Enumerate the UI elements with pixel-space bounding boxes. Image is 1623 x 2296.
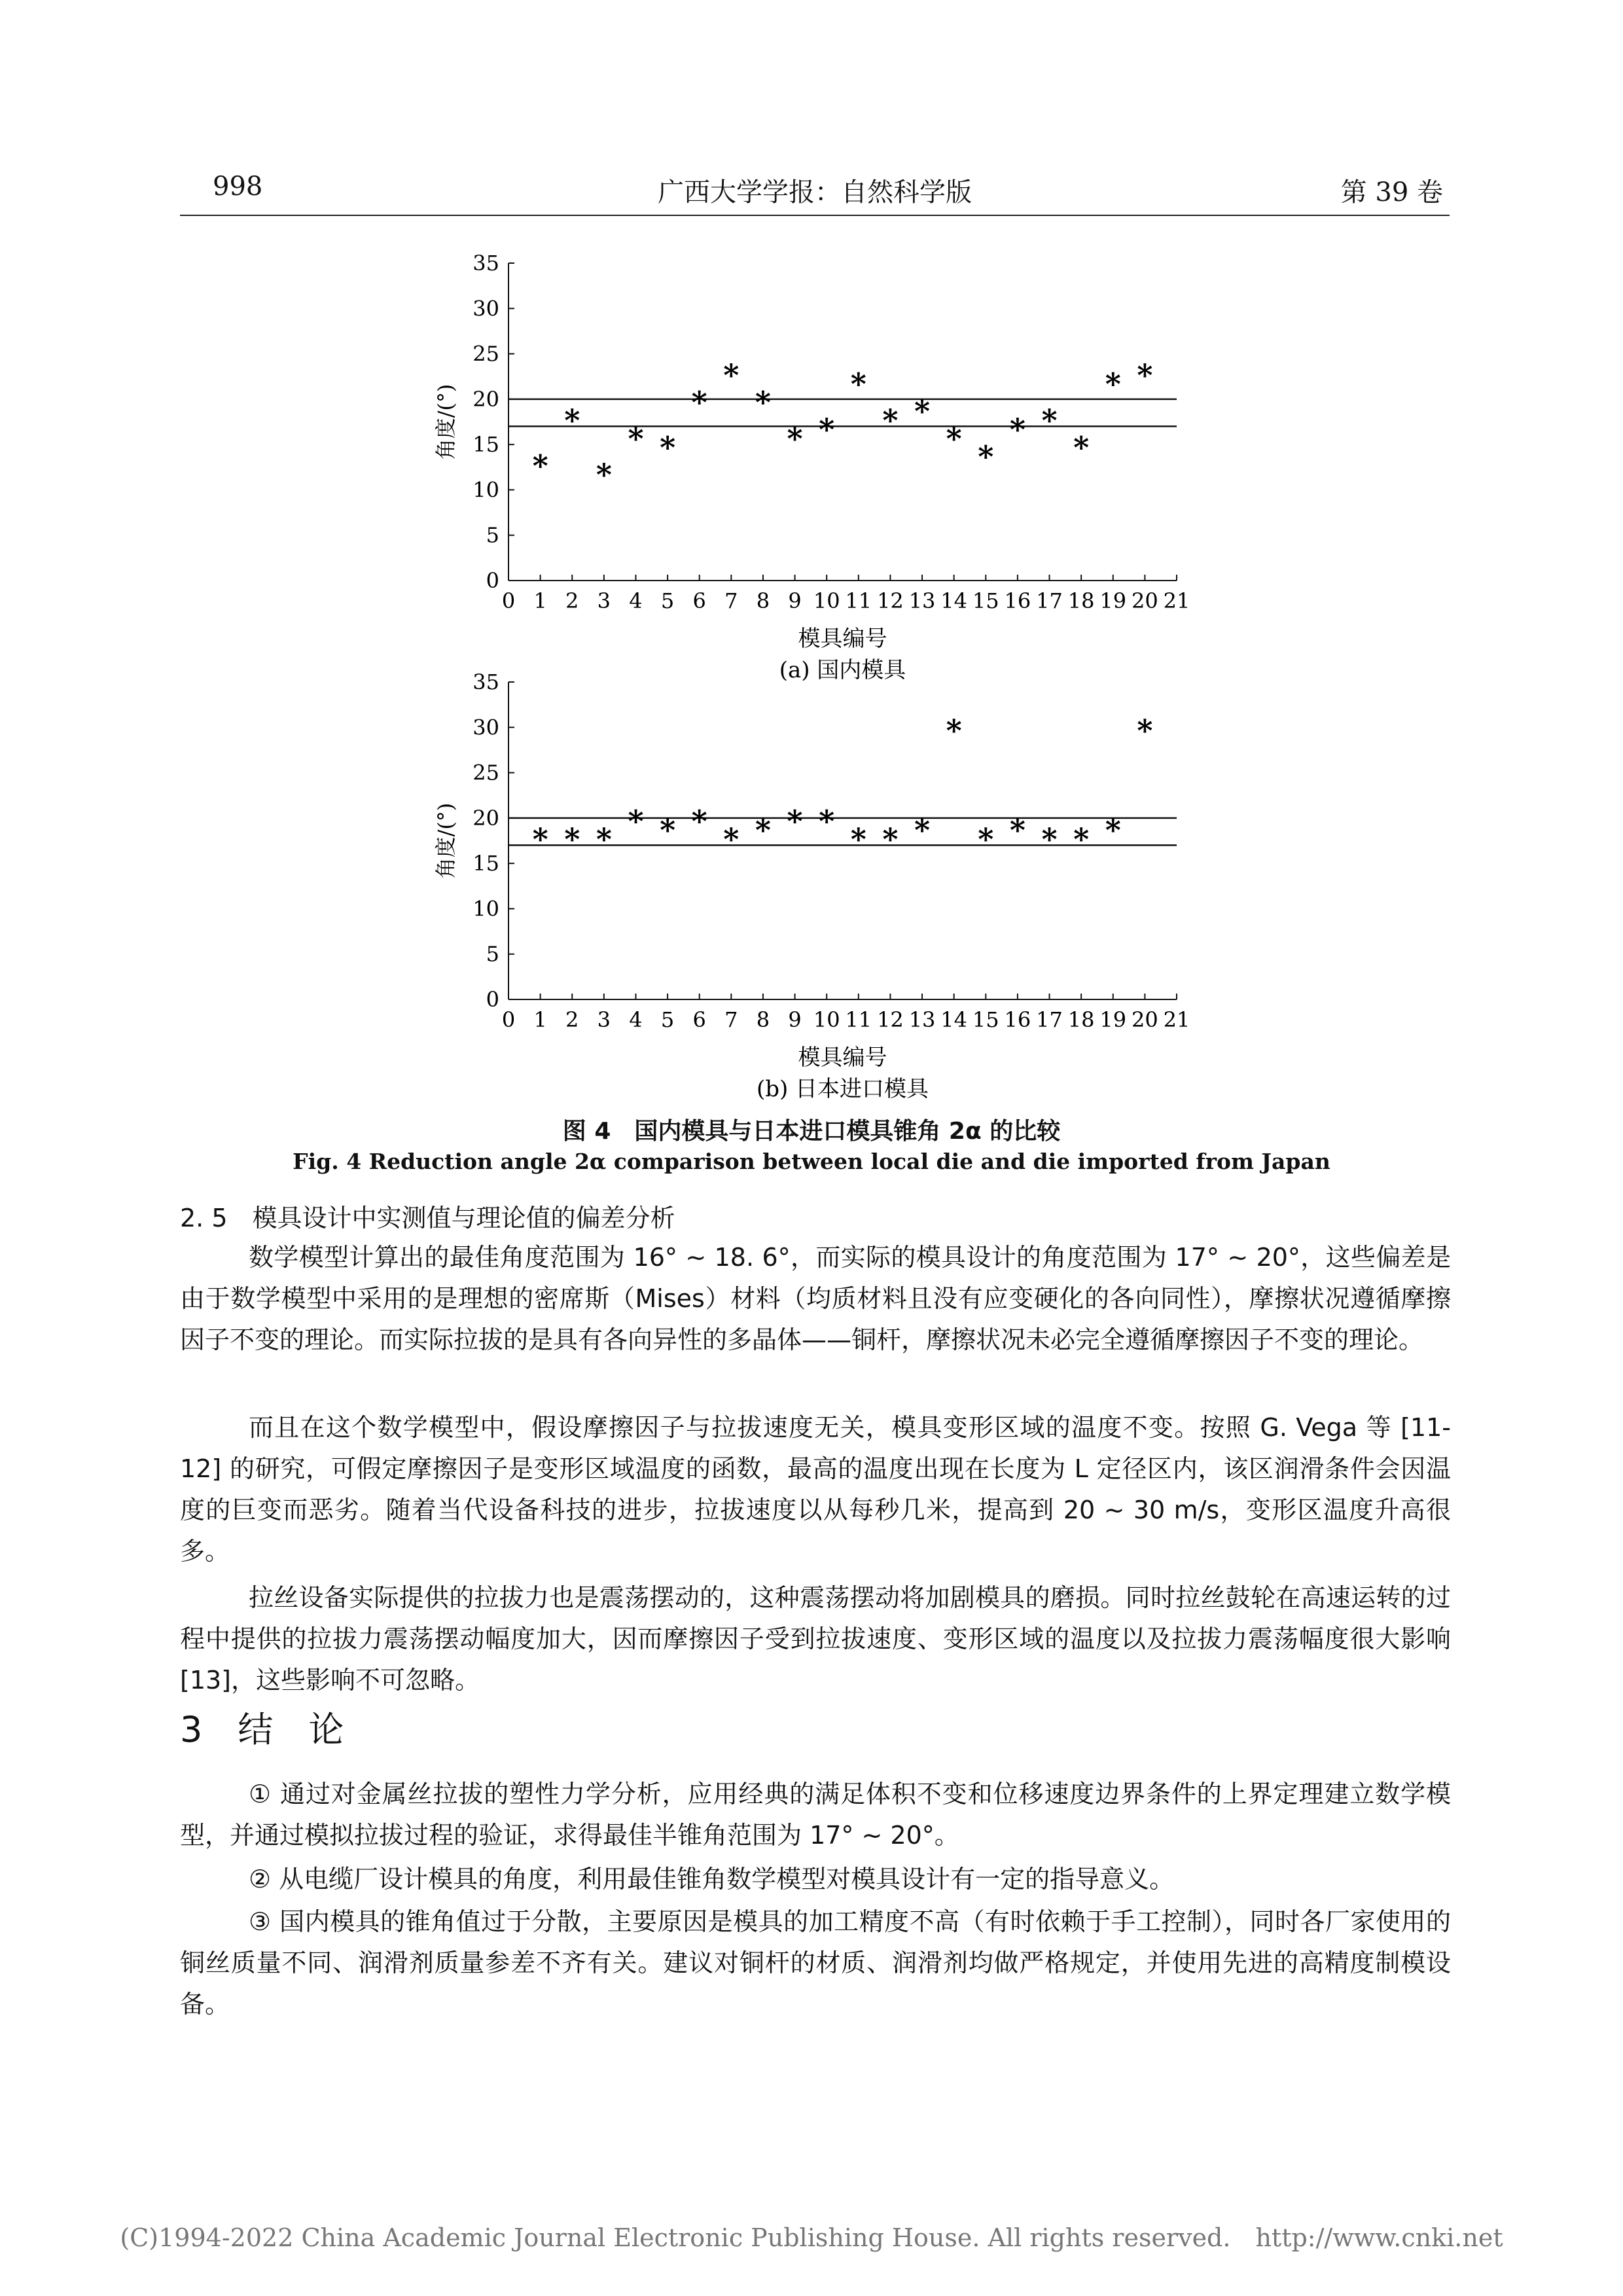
- y-tick-label: 30: [473, 715, 499, 740]
- journal-title: 广西大学学报：自然科学版: [658, 177, 972, 207]
- x-tick-label: 10: [813, 588, 840, 613]
- figure-caption-zh: 图 4 国内模具与日本进口模具锥角 2α 的比较: [562, 1118, 1061, 1145]
- data-point: *: [787, 803, 803, 839]
- x-tick-label: 6: [692, 1007, 706, 1032]
- x-tick-label: 3: [597, 1007, 611, 1032]
- x-tick-label: 7: [724, 588, 738, 613]
- x-tick-label: 4: [629, 1007, 643, 1032]
- x-tick-label: 17: [1036, 1007, 1063, 1032]
- x-tick-label: 3: [597, 588, 611, 613]
- x-tick-label: 14: [940, 1007, 968, 1032]
- x-tick-label: 16: [1004, 1007, 1031, 1032]
- data-point: *: [882, 821, 899, 857]
- y-axis-label: 角度/(°): [433, 384, 458, 460]
- x-tick-label: 15: [972, 1007, 999, 1032]
- x-tick-label: 9: [788, 1007, 802, 1032]
- x-tick-label: 2: [565, 1007, 579, 1032]
- x-tick-label: 19: [1099, 588, 1127, 613]
- data-point: *: [755, 812, 771, 848]
- page-header: [180, 169, 1450, 216]
- section-2-5-title: 2. 5 模具设计中实测值与理论值的偏差分析: [180, 1204, 675, 1232]
- data-point: *: [946, 421, 962, 457]
- x-tick-label: 18: [1067, 588, 1095, 613]
- data-point: *: [819, 412, 835, 448]
- y-tick-label: 10: [473, 896, 499, 922]
- y-tick-label: 25: [473, 760, 499, 785]
- y-tick-label: 20: [473, 386, 499, 412]
- data-point: *: [882, 403, 899, 439]
- y-tick-label: 5: [486, 522, 499, 548]
- chart-subtitle: (b) 日本进口模具: [756, 1076, 929, 1102]
- data-point: *: [1009, 412, 1026, 448]
- x-tick-label: 16: [1004, 588, 1031, 613]
- y-tick-label: 25: [473, 341, 499, 367]
- chart-b-svg: [419, 668, 1204, 1106]
- data-point: *: [596, 457, 612, 493]
- y-tick-label: 35: [473, 251, 499, 276]
- x-tick-label: 15: [972, 588, 999, 613]
- x-tick-label: 17: [1036, 588, 1063, 613]
- section-3-title: 3 结 论: [180, 1709, 344, 1750]
- x-tick-label: 2: [565, 588, 579, 613]
- paragraph-3: 拉丝设备实际提供的拉拔力也是震荡摆动的，这种震荡摆动将加剧模具的磨损。同时拉丝鼓轮在高速运转的过程中提供的拉拔力震荡摆动幅度加大，因而摩擦因子受到拉拔速度、变形区域的温度以及拉拔力震荡幅度很大影响 [13]，这些影响不可忽略。: [180, 1583, 1451, 1695]
- x-tick-label: 13: [908, 588, 936, 613]
- x-tick-label: 5: [660, 1007, 675, 1032]
- y-axis-label: 角度/(°): [433, 802, 458, 879]
- x-tick-label: 8: [756, 1007, 770, 1032]
- data-point: *: [564, 403, 580, 439]
- x-axis-label: 模具编号: [798, 1045, 887, 1071]
- data-point: *: [978, 821, 994, 857]
- y-tick-label: 5: [486, 941, 499, 967]
- data-point: *: [596, 821, 612, 857]
- x-tick-label: 21: [1163, 588, 1190, 613]
- x-tick-label: 14: [940, 588, 968, 613]
- chart-domestic-dies: [419, 249, 1204, 681]
- chart-japan-dies: [419, 668, 1204, 1106]
- x-tick-label: 20: [1132, 588, 1158, 613]
- chart-subtitle: (a) 国内模具: [779, 657, 906, 681]
- data-point: *: [1041, 403, 1058, 439]
- data-point: *: [1041, 821, 1058, 857]
- paragraph-1: 数学模型计算出的最佳角度范围为 16° ~ 18. 6°，而实际的模具设计的角度范围为 17° ~ 20°，这些偏差是由于数学模型中采用的是理想的密席斯（Mises）材料（均质材料且没有应变硬化的各向同性），摩擦状况遵循摩擦因子不变的理论。而实际拉拔的是具有各向异性的多晶体——铜杆，摩擦状况未必完全遵循摩擦因子不变的理论。: [180, 1243, 1451, 1354]
- x-tick-label: 20: [1132, 1007, 1158, 1032]
- figure-caption-en: Fig. 4 Reduction angle 2α comparison between local die and die imported from Japan: [293, 1149, 1330, 1174]
- data-point: *: [628, 421, 644, 457]
- page-number: 998: [213, 171, 263, 202]
- x-tick-label: 11: [845, 588, 872, 613]
- x-tick-label: 0: [501, 1007, 516, 1032]
- data-point: *: [723, 821, 740, 857]
- x-tick-label: 12: [877, 588, 904, 613]
- data-point: *: [755, 384, 771, 420]
- data-point: *: [1137, 357, 1153, 393]
- data-point: *: [1105, 812, 1121, 848]
- x-tick-label: 9: [788, 588, 802, 613]
- data-point: *: [914, 393, 931, 429]
- x-tick-label: 10: [813, 1007, 840, 1032]
- copyright-footer: (C)1994-2022 China Academic Journal Electronic Publishing House. All rights reserved. http://www.cnki.net: [120, 2223, 1503, 2252]
- data-point: *: [628, 803, 644, 839]
- data-point: *: [564, 821, 580, 857]
- data-point: *: [532, 448, 548, 484]
- data-point: *: [850, 821, 866, 857]
- conclusion-2: ② 从电缆厂设计模具的角度，利用最佳锥角数学模型对模具设计有一定的指导意义。: [249, 1865, 1175, 1893]
- y-tick-label: 20: [473, 805, 499, 831]
- x-tick-label: 8: [756, 588, 770, 613]
- x-tick-label: 0: [501, 588, 516, 613]
- x-tick-label: 13: [908, 1007, 936, 1032]
- x-tick-label: 6: [692, 588, 706, 613]
- x-tick-label: 1: [533, 1007, 547, 1032]
- data-point: *: [660, 430, 676, 466]
- paragraph-2: 而且在这个数学模型中，假设摩擦因子与拉拔速度无关，模具变形区域的温度不变。按照 G. Vega 等 [11-12] 的研究，可假定摩擦因子是变形区域温度的函数，最高的温度出现在长度为 L 定径区内，该区润滑条件会因温度的巨变而恶劣。随着当代设备科技的进步，拉拔速度以从每秒几米，提高到 20 ~ 30 m/s，变形区温度升高很多。: [180, 1413, 1451, 1566]
- data-point: *: [787, 421, 803, 457]
- data-point: *: [532, 821, 548, 857]
- x-tick-label: 12: [877, 1007, 904, 1032]
- y-tick-label: 30: [473, 296, 499, 321]
- conclusion-3: ③ 国内模具的锥角值过于分散，主要原因是模具的加工精度不高（有时依赖于手工控制），同时各厂家使用的铜丝质量不同、润滑剂质量参差不齐有关。建议对铜杆的材质、润滑剂均做严格规定，并使用先进的高精度制模设备。: [180, 1907, 1451, 2018]
- data-point: *: [691, 803, 707, 839]
- x-axis-label: 模具编号: [798, 626, 887, 652]
- x-tick-label: 21: [1163, 1007, 1190, 1032]
- data-point: *: [1073, 821, 1090, 857]
- conclusion-1: ① 通过对金属丝拉拔的塑性力学分析，应用经典的满足体积不变和位移速度边界条件的上界定理建立数学模型，并通过模拟拉拔过程的验证，求得最佳半锥角范围为 17° ~ 20°。: [180, 1780, 1451, 1850]
- data-point: *: [691, 384, 707, 420]
- y-tick-label: 0: [486, 568, 499, 593]
- data-point: *: [723, 357, 740, 393]
- chart-a-svg: [419, 249, 1204, 681]
- data-point: *: [850, 367, 866, 403]
- data-point: *: [1105, 367, 1121, 403]
- data-point: *: [1073, 430, 1090, 466]
- y-tick-label: 10: [473, 477, 499, 503]
- volume-label: 第 39 卷: [1340, 177, 1443, 207]
- x-tick-label: 4: [629, 588, 643, 613]
- x-tick-label: 7: [724, 1007, 738, 1032]
- data-point: *: [978, 439, 994, 475]
- x-tick-label: 11: [845, 1007, 872, 1032]
- data-point: *: [1009, 812, 1026, 848]
- y-tick-label: 15: [473, 432, 499, 457]
- y-tick-label: 0: [486, 987, 499, 1012]
- y-tick-label: 35: [473, 670, 499, 694]
- y-tick-label: 15: [473, 851, 499, 876]
- data-point: *: [660, 812, 676, 848]
- data-point: *: [914, 812, 931, 848]
- data-point: *: [946, 713, 962, 749]
- x-tick-label: 19: [1099, 1007, 1127, 1032]
- x-tick-label: 1: [533, 588, 547, 613]
- data-point: *: [1137, 713, 1153, 749]
- x-tick-label: 5: [660, 588, 675, 613]
- data-point: *: [819, 803, 835, 839]
- x-tick-label: 18: [1067, 1007, 1095, 1032]
